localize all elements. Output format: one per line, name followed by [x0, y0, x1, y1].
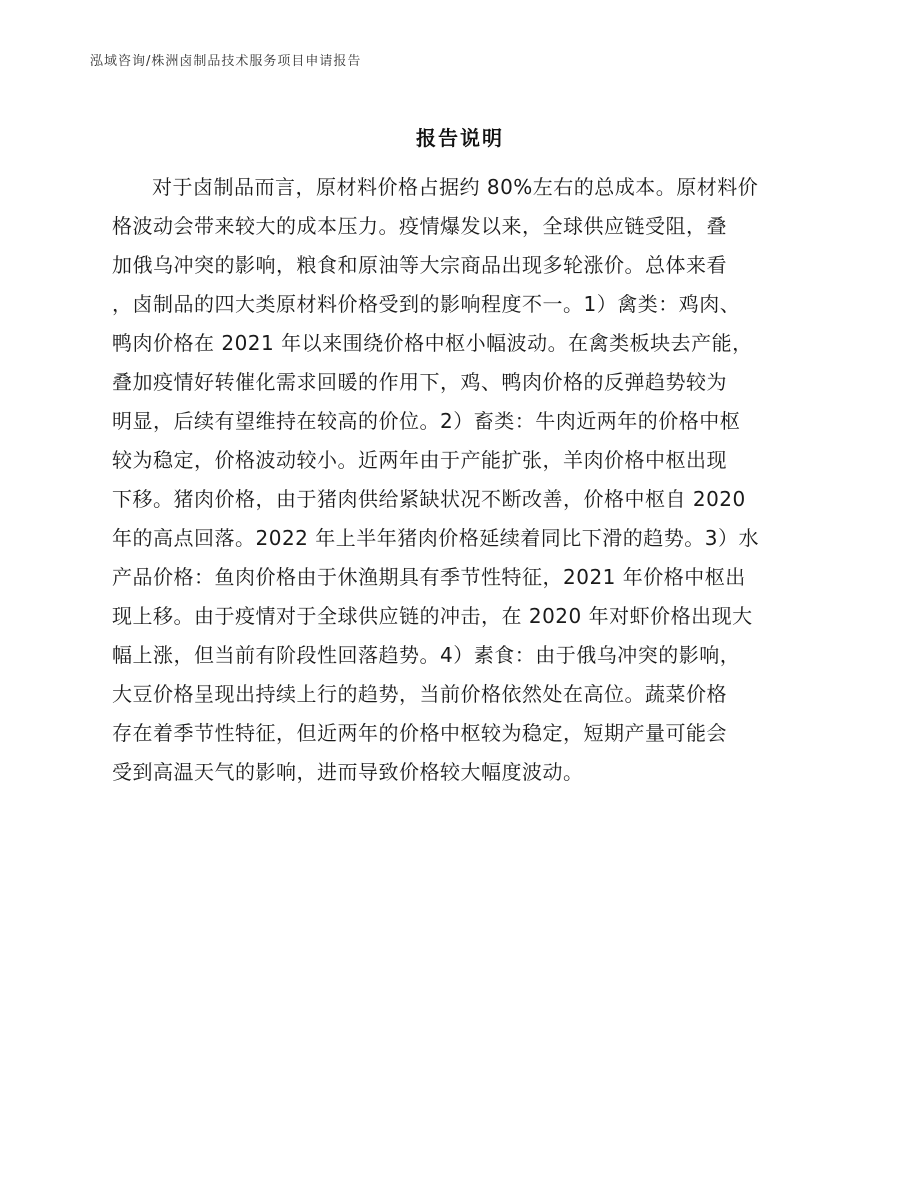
paragraph-line: 产品价格：鱼肉价格由于休渔期具有季节性特征，2021 年价格中枢出 — [112, 565, 746, 589]
paragraph-line: 幅上涨，但当前有阶段性回落趋势。4）素食：由于俄乌冲突的影响， — [112, 643, 741, 667]
paragraph-line: 现上移。由于疫情对于全球供应链的冲击，在 2020 年对虾价格出现大 — [112, 604, 753, 628]
paragraph-line: ，卤制品的四大类原材料价格受到的影响程度不一。1）禽类：鸡肉、 — [112, 292, 741, 316]
paragraph-line: 年的高点回落。2022 年上半年猪肉价格延续着同比下滑的趋势。3）水 — [112, 526, 759, 550]
paragraph-line: 叠加疫情好转催化需求回暖的作用下，鸡、鸭肉价格的反弹趋势较为 — [112, 370, 727, 394]
paragraph-line: 大豆价格呈现出持续上行的趋势，当前价格依然处在高位。蔬菜价格 — [112, 682, 727, 706]
paragraph-line: 明显，后续有望维持在较高的价位。2）畜类：牛肉近两年的价格中枢 — [112, 409, 741, 433]
paragraph-line: 加俄乌冲突的影响，粮食和原油等大宗商品出现多轮涨价。总体来看 — [112, 253, 727, 277]
paragraph-line: 受到高温天气的影响，进而导致价格较大幅度波动。 — [112, 760, 584, 784]
paragraph-line: 存在着季节性特征，但近两年的价格中枢较为稳定，短期产量可能会 — [112, 721, 727, 745]
page-title: 报告说明 — [416, 126, 504, 150]
paragraph-line: 格波动会带来较大的成本压力。疫情爆发以来，全球供应链受阻，叠 — [112, 214, 727, 238]
paragraph-line: 鸭肉价格在 2021 年以来围绕价格中枢小幅波动。在禽类板块去产能， — [112, 331, 753, 355]
running-header: 泓域咨询/株洲卤制品技术服务项目申请报告 — [90, 54, 362, 69]
paragraph-line: 较为稳定，价格波动较小。近两年由于产能扩张，羊肉价格中枢出现 — [112, 448, 727, 472]
body-paragraph — [112, 168, 812, 792]
paragraph-line: 下移。猪肉价格，由于猪肉供给紧缺状况不断改善，价格中枢自 2020 — [112, 487, 746, 511]
paragraph-line: 对于卤制品而言，原材料价格占据约 80%左右的总成本。原材料价 — [152, 175, 759, 199]
